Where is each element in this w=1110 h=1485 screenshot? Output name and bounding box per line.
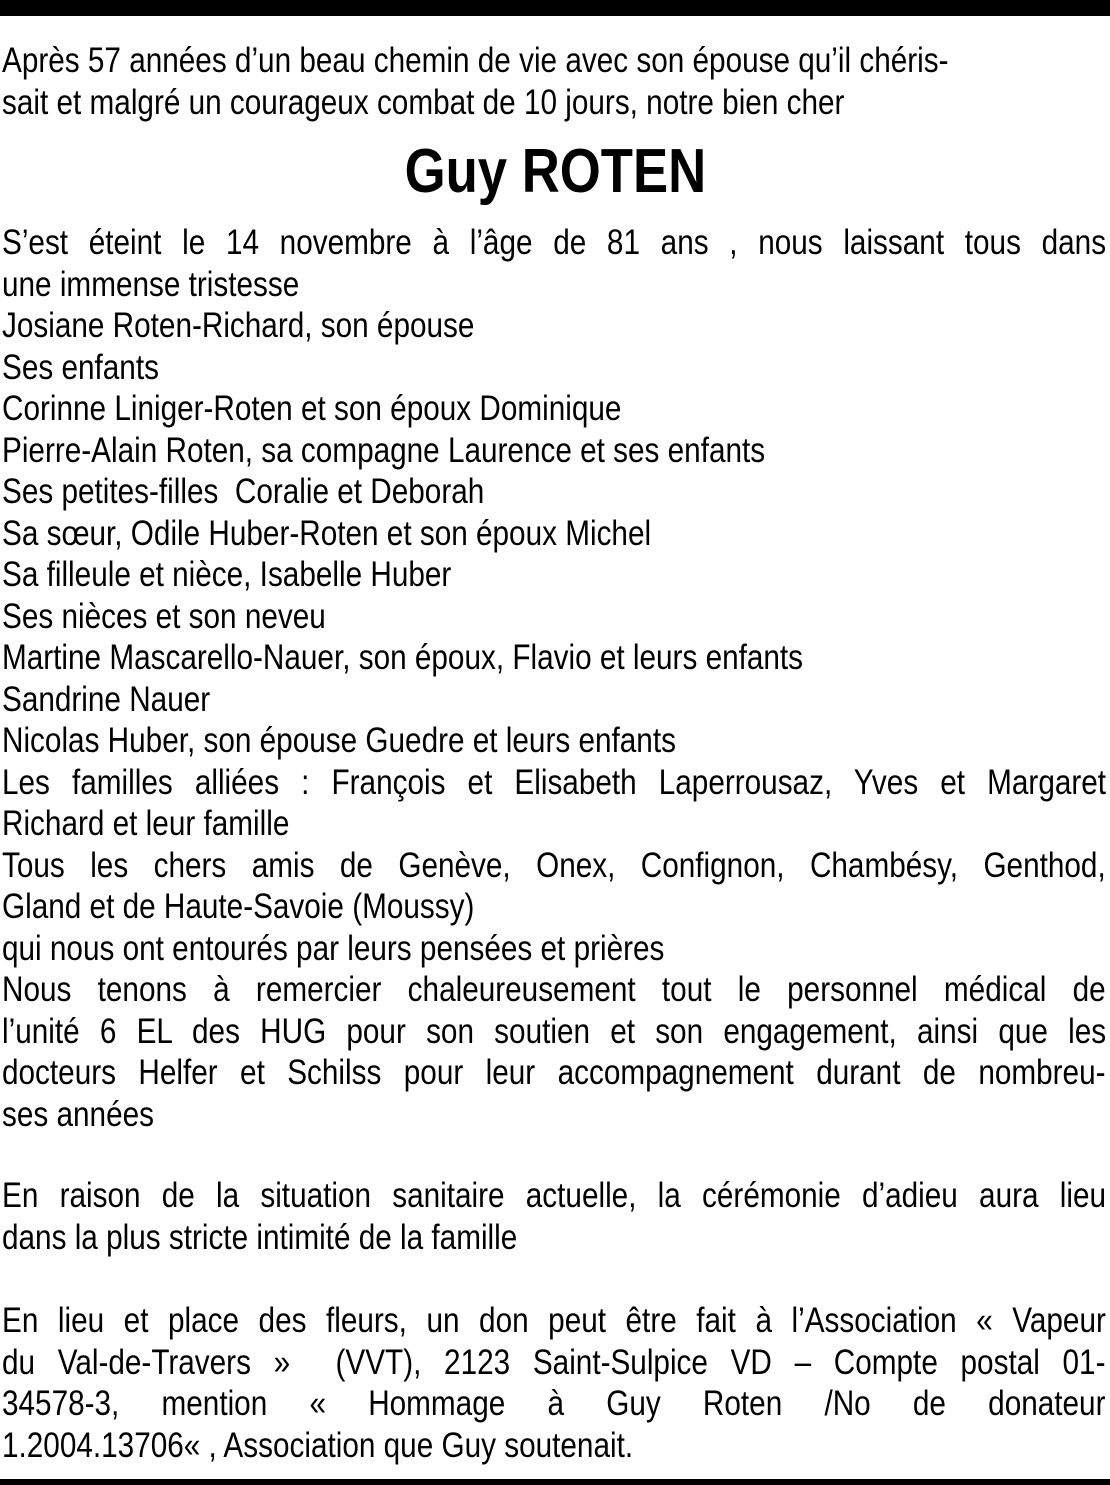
text-line — [2, 679, 1106, 721]
text-line-content: Sandrine Nauer — [2, 679, 211, 719]
text-line-content: Après 57 années d’un beau chemin de vie avec son épouse qu’il chéris- — [2, 41, 949, 80]
text-line — [2, 305, 1106, 347]
text-line-content: Nous tenons à remercier chaleureusement tout le personnel médical de — [2, 970, 1106, 1009]
text-line-content: du Val-de-Travers » (VVT), 2123 Saint-Sulpice VD – Compte postal 01- — [2, 1342, 1106, 1382]
text-line-content: Pierre-Alain Roten, sa compagne Laurence et ses enfants — [2, 430, 766, 470]
text-line-content: Sa filleule et nièce, Isabelle Huber — [2, 555, 452, 594]
text-line — [2, 82, 1106, 124]
text-line — [2, 430, 1106, 472]
text-line — [2, 40, 1106, 82]
text-line — [2, 1011, 1106, 1053]
text-line-content: En lieu et place des fleurs, un don peut être fait à l’Association « Vapeur — [2, 1301, 1106, 1340]
text-line — [2, 471, 1106, 513]
text-line-content: Richard et leur famille — [2, 804, 290, 843]
text-line — [2, 928, 1106, 970]
text-line-content: S’est éteint le 14 novembre à l’âge de 81 ans , nous laissant tous dans — [2, 223, 1107, 262]
bottom-rule — [0, 1479, 1110, 1485]
text-line-content: Josiane Roten-Richard, son épouse — [2, 306, 475, 345]
text-line — [2, 720, 1106, 762]
top-rule — [0, 0, 1110, 16]
text-line-content: Corinne Liniger-Roten et son époux Dominique — [2, 389, 622, 428]
text-line-content: Sa sœur, Odile Huber-Roten et son époux Michel — [2, 513, 652, 553]
text-line-content: dans la plus stricte intimité de la famille — [2, 1217, 518, 1257]
text-line — [2, 554, 1106, 596]
donation-paragraph — [2, 1300, 1106, 1466]
text-line — [2, 969, 1106, 1011]
text-line — [2, 1383, 1106, 1425]
text-line — [2, 762, 1106, 804]
text-line — [2, 845, 1106, 887]
text-line-content: Martine Mascarello-Nauer, son époux, Flavio et leurs enfants — [2, 638, 804, 677]
text-line — [2, 264, 1106, 306]
text-line — [2, 1052, 1106, 1094]
text-line — [2, 513, 1106, 555]
text-line-content: Ses nièces et son neveu — [2, 596, 326, 636]
text-line — [2, 1342, 1106, 1384]
text-line — [2, 886, 1106, 928]
text-line — [2, 637, 1106, 679]
text-line — [2, 222, 1106, 264]
text-line — [2, 1094, 1106, 1136]
text-line — [2, 1217, 1106, 1259]
text-line-content: Ses enfants — [2, 347, 159, 387]
ceremony-paragraph — [2, 1175, 1106, 1258]
text-line — [2, 596, 1106, 638]
text-line-content: Tous les chers amis de Genève, Onex, Confignon, Chambésy, Genthod, — [2, 845, 1106, 885]
deceased-name — [0, 132, 1110, 212]
text-line-content: l’unité 6 EL des HUG pour son soutien et son engagement, ainsi que les — [2, 1011, 1107, 1051]
text-line-content: Nicolas Huber, son épouse Guedre et leurs enfants — [2, 721, 676, 760]
text-line — [2, 1300, 1106, 1342]
text-line-content: une immense tristesse — [2, 264, 300, 304]
text-line-content: docteurs Helfer et Schilss pour leur accompagnement durant de nombreu- — [2, 1053, 1106, 1092]
body-paragraph — [2, 222, 1106, 1135]
text-line-content: ses années — [2, 1094, 154, 1134]
text-line — [2, 388, 1106, 430]
deceased-name-text: Guy ROTEN — [404, 137, 706, 206]
text-line-content: En raison de la situation sanitaire actuelle, la cérémonie d’adieu aura lieu — [2, 1176, 1107, 1215]
intro-paragraph — [2, 40, 1106, 123]
text-line-content: qui nous ont entourés par leurs pensées et prières — [2, 928, 665, 968]
text-line-content: 34578-3, mention « Hommage à Guy Roten /No de donateur — [2, 1384, 1106, 1423]
text-line-content: 1.2004.13706« , Association que Guy soutenait. — [2, 1425, 634, 1465]
text-line — [2, 1175, 1106, 1217]
text-line — [2, 347, 1106, 389]
text-line — [2, 803, 1106, 845]
text-line-content: Les familles alliées : François et Elisabeth Laperrousaz, Yves et Margaret — [2, 762, 1107, 802]
text-line-content: sait et malgré un courageux combat de 10 jours, notre bien cher — [2, 82, 845, 122]
text-line — [2, 1425, 1106, 1467]
text-line-content: Ses petites-filles Coralie et Deborah — [2, 472, 485, 511]
text-line-content: Gland et de Haute-Savoie (Moussy) — [2, 887, 475, 926]
